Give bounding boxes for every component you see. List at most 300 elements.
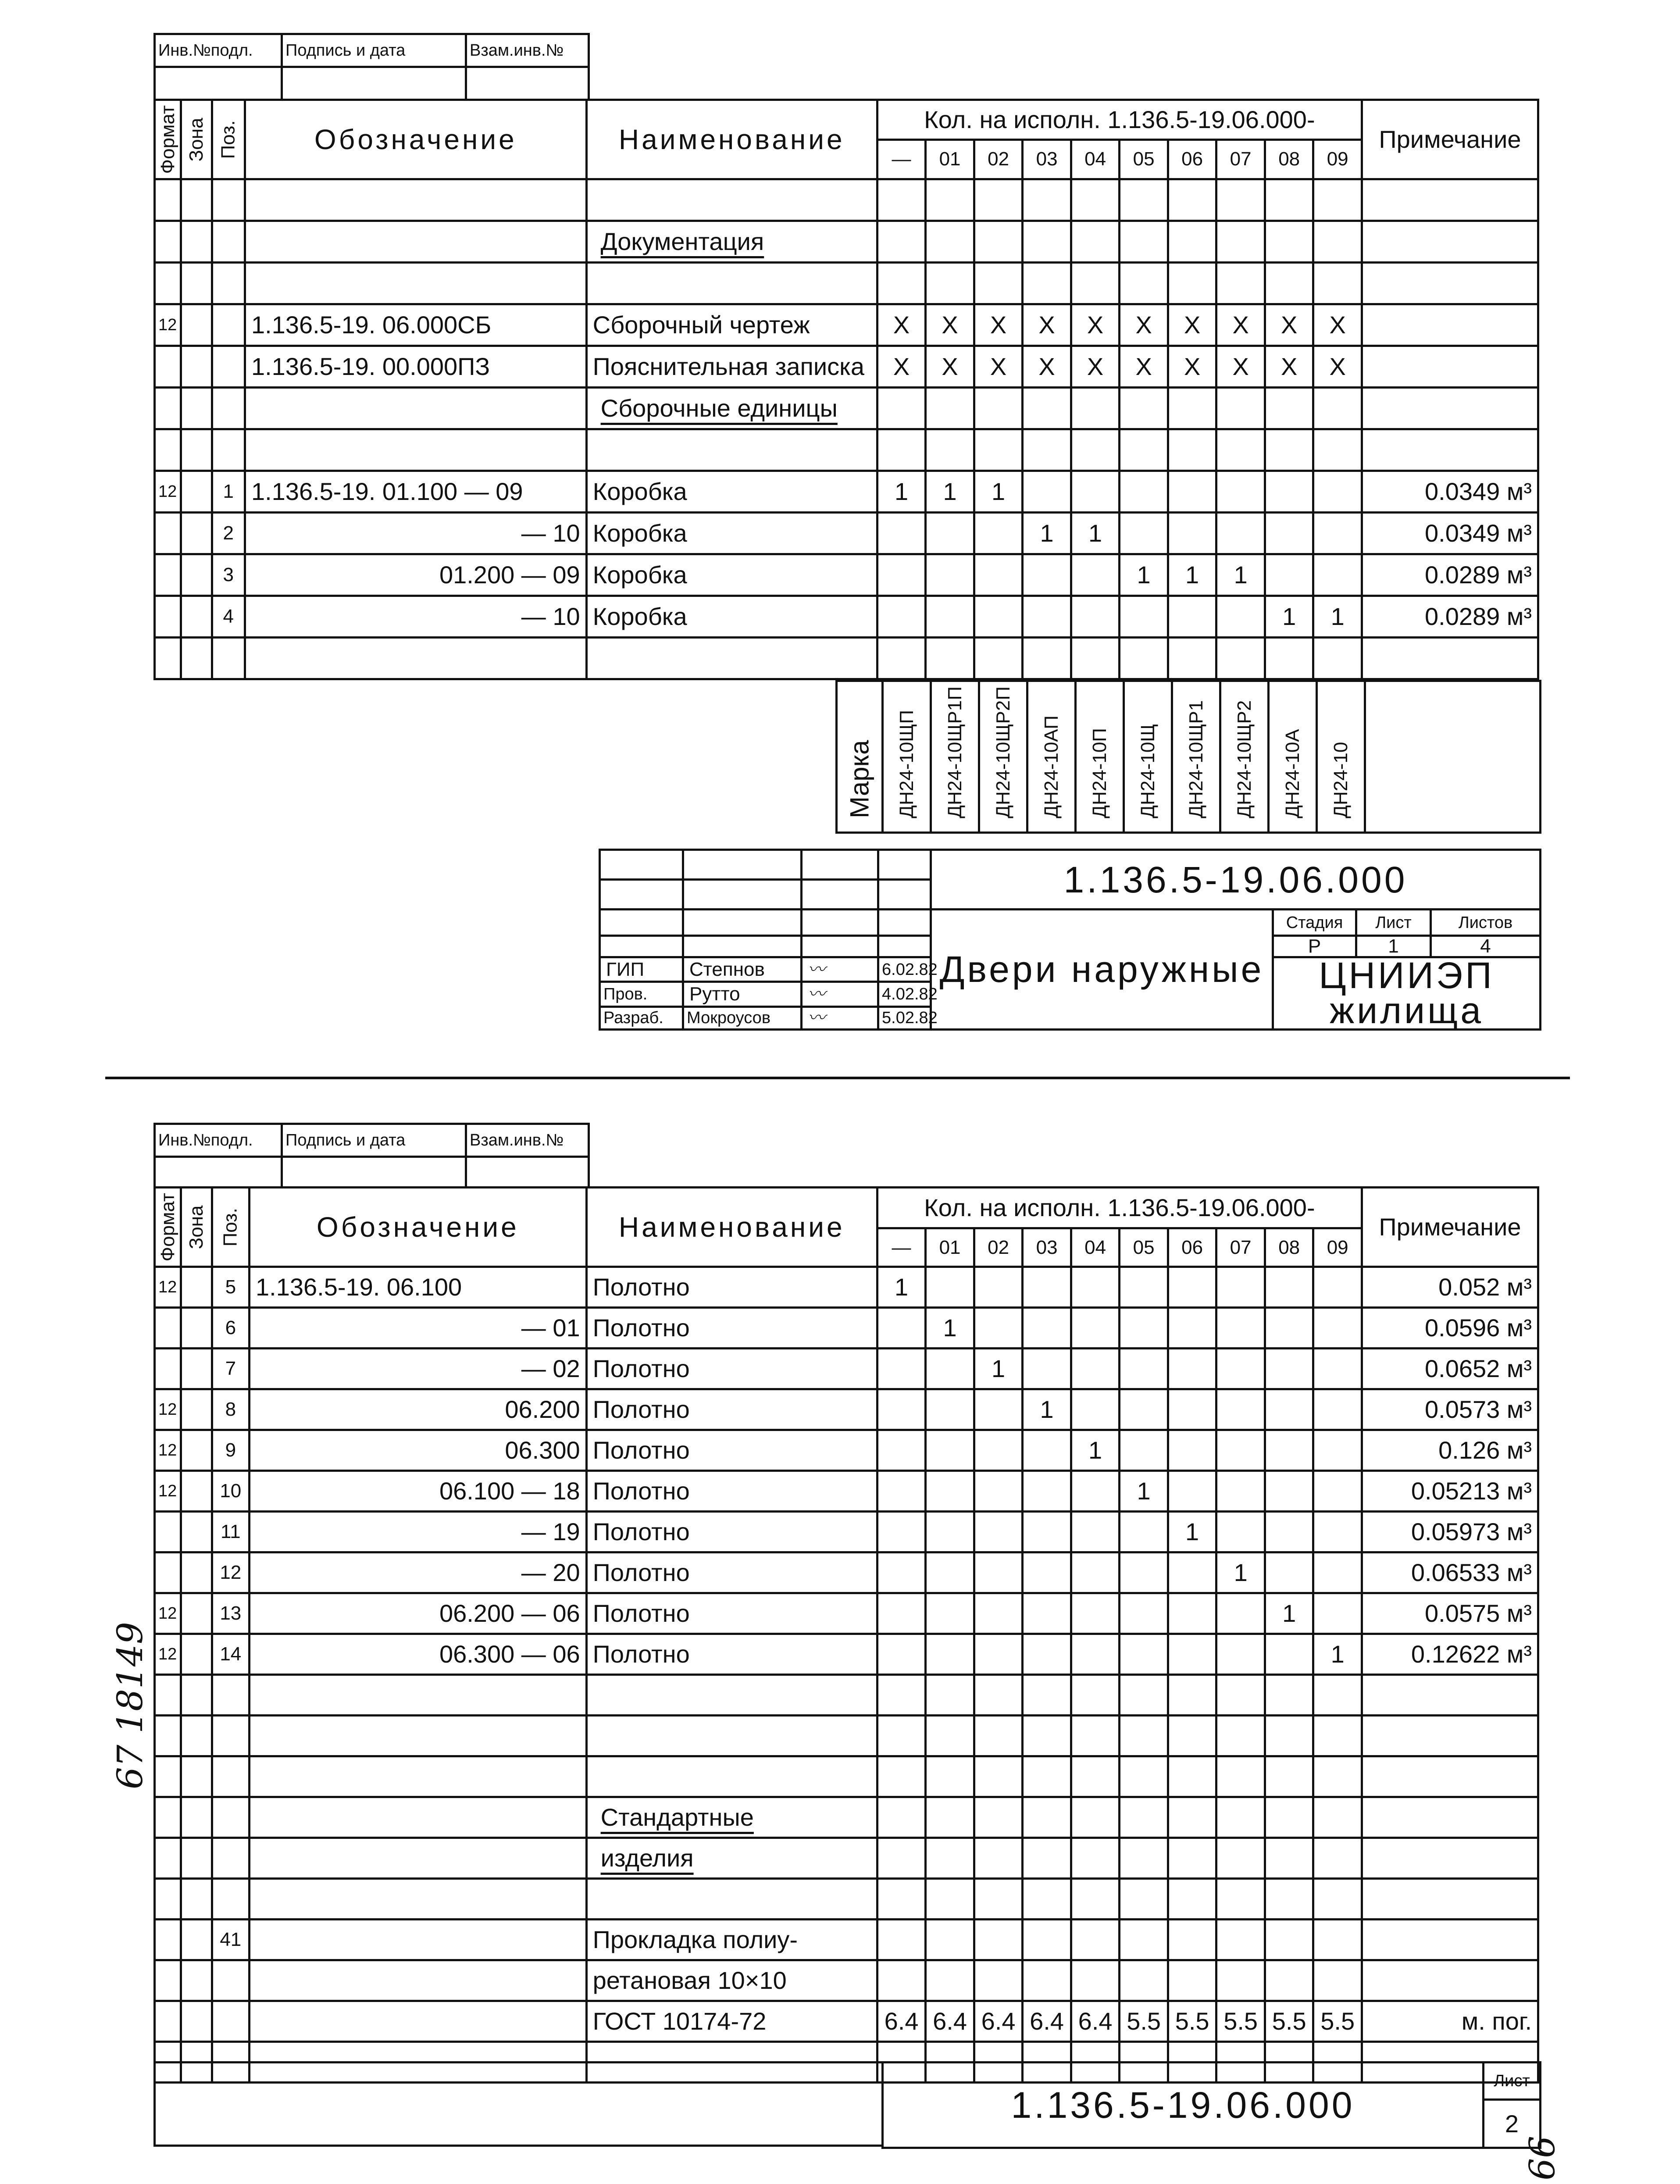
qty-cell <box>974 429 1023 471</box>
qty-cell <box>1120 1552 1168 1593</box>
name-cell: Сборочный чертеж <box>586 304 877 346</box>
qty-cell <box>1168 1960 1216 2001</box>
qty-cell: 6.4 <box>926 2001 974 2042</box>
qty-cell <box>926 554 974 596</box>
qty-cell <box>1071 429 1120 471</box>
qty-cell <box>1265 1267 1313 1308</box>
org-line-2: жилища <box>1330 989 1484 1031</box>
qty-cell: 1 <box>1216 1552 1265 1593</box>
note-cell <box>1362 179 1538 221</box>
table-row <box>155 304 1538 346</box>
note-cell: 0.0575 м³ <box>1362 1593 1538 1634</box>
qty-cell <box>926 221 974 263</box>
qty-cell <box>1168 1389 1216 1430</box>
table-row <box>155 1756 1538 1797</box>
designation-cell <box>250 1716 587 1756</box>
designation-cell <box>250 2001 587 2042</box>
qty-cell <box>1168 1308 1216 1349</box>
note-cell <box>1362 263 1538 304</box>
qty-cell <box>1023 1879 1071 1920</box>
marka-cell: ДН24-10 <box>1317 681 1365 833</box>
table-row <box>155 1512 1538 1552</box>
section-heading: Сборочные единицы <box>600 394 838 422</box>
position-cell <box>212 304 245 346</box>
qty-cell <box>974 596 1023 638</box>
sign-date-label: Подпись и дата <box>282 1124 466 1157</box>
qty-cell <box>1120 513 1168 554</box>
table-row <box>155 1960 1538 2001</box>
format-cell <box>155 1512 181 1552</box>
note-cell <box>1362 429 1538 471</box>
qty-cell <box>926 1960 974 2001</box>
position-cell <box>212 388 245 429</box>
designation-cell <box>245 638 586 679</box>
note-cell <box>1362 346 1538 388</box>
table-row <box>155 2001 1538 2042</box>
format-cell <box>155 596 181 638</box>
name-cell <box>586 1879 877 1920</box>
qty-cell <box>1216 1797 1265 1838</box>
note-cell: 0.0596 м³ <box>1362 1308 1538 1349</box>
qty-cell <box>1216 471 1265 513</box>
format-cell <box>155 513 181 554</box>
qty-cell <box>926 1267 974 1308</box>
qty-cell <box>1023 1471 1071 1512</box>
note-cell <box>1362 1675 1538 1716</box>
qty-cell <box>926 1634 974 1675</box>
zone-cell <box>181 179 212 221</box>
note-cell: м. пог. <box>1362 2001 1538 2042</box>
qty-cell <box>1120 1797 1168 1838</box>
qty-cell <box>974 1593 1023 1634</box>
qty-cell: 1 <box>1216 554 1265 596</box>
qty-cell <box>1023 1512 1071 1552</box>
designation-cell: 06.300 <box>250 1430 587 1471</box>
qty-cell <box>1265 1308 1313 1349</box>
qty-cell <box>1168 1879 1216 1920</box>
table-row <box>155 221 1538 263</box>
name-cell <box>586 179 877 221</box>
format-cell: 12 <box>155 1634 181 1675</box>
qty-cell <box>974 554 1023 596</box>
qty-cell <box>926 1471 974 1512</box>
qty-cell <box>1216 1920 1265 1960</box>
format-cell <box>155 429 181 471</box>
qty-cell: 1 <box>926 471 974 513</box>
format-cell: 12 <box>155 1389 181 1430</box>
inv-label: Инв.№подл. <box>155 34 282 67</box>
qty-cell <box>1120 429 1168 471</box>
zone-cell <box>181 1716 212 1756</box>
marka-cell: ДН24-10ЩР2П <box>979 681 1027 833</box>
zone-cell <box>181 638 212 679</box>
position-cell: 11 <box>212 1512 249 1552</box>
format-cell: 12 <box>155 1471 181 1512</box>
qty-cell: X <box>877 304 926 346</box>
qty-cell <box>1216 513 1265 554</box>
col-note: Примечание <box>1362 1188 1538 1267</box>
qty-cell <box>1120 263 1168 304</box>
qty-cell <box>1071 1879 1120 1920</box>
qty-cell: X <box>1313 304 1362 346</box>
note-cell: 0.05973 м³ <box>1362 1512 1538 1552</box>
variant-header: 01 <box>926 139 974 179</box>
designation-cell <box>250 1960 587 2001</box>
qty-cell <box>1023 638 1071 679</box>
table-row <box>155 429 1538 471</box>
qty-cell <box>926 1879 974 1920</box>
qty-cell <box>1216 1756 1265 1797</box>
designation-cell <box>250 1797 587 1838</box>
qty-cell <box>1023 429 1071 471</box>
qty-cell <box>1023 554 1071 596</box>
qty-cell <box>1168 1593 1216 1634</box>
qty-cell <box>877 1430 926 1471</box>
name-cell: Полотно <box>586 1308 877 1349</box>
qty-cell <box>1313 1349 1362 1389</box>
qty-cell <box>926 1389 974 1430</box>
qty-cell: 1 <box>1313 596 1362 638</box>
qty-cell <box>877 1349 926 1389</box>
name-cell <box>586 638 877 679</box>
qty-cell: 5.5 <box>1168 2001 1216 2042</box>
qty-cell <box>974 1308 1023 1349</box>
position-cell <box>212 1756 249 1797</box>
zone-cell <box>181 304 212 346</box>
table-row <box>155 1349 1538 1389</box>
table-row <box>155 1716 1538 1756</box>
name-cell: Полотно <box>586 1512 877 1552</box>
name-razrab: Мокроусов <box>683 1006 802 1029</box>
name-cell: ретановая 10×10 <box>586 1960 877 2001</box>
qty-cell <box>1313 471 1362 513</box>
sheet1-spec-table <box>153 99 1539 680</box>
qty-cell <box>974 1756 1023 1797</box>
qty-cell <box>877 1552 926 1593</box>
qty-cell <box>974 1838 1023 1879</box>
qty-cell <box>1313 221 1362 263</box>
designation-cell <box>250 1879 587 1920</box>
zone-cell <box>181 221 212 263</box>
date-gip: 6.02.82 <box>878 957 931 982</box>
qty-cell <box>1168 1471 1216 1512</box>
qty-cell <box>926 1512 974 1552</box>
qty-cell <box>1313 1960 1362 2001</box>
qty-cell <box>1120 1920 1168 1960</box>
qty-cell <box>1313 1756 1362 1797</box>
col-designation: Обозначение <box>250 1188 587 1267</box>
name-cell: Полотно <box>586 1430 877 1471</box>
qty-cell <box>1120 1389 1168 1430</box>
qty-cell <box>1265 1389 1313 1430</box>
qty-cell <box>1265 1512 1313 1552</box>
designation-cell: — 02 <box>250 1349 587 1389</box>
qty-cell: X <box>974 304 1023 346</box>
table-row <box>155 1797 1538 1838</box>
doc-code: 1.136.5-19.06.000 <box>931 850 1541 910</box>
section-heading: Документация <box>600 228 764 256</box>
qty-cell <box>1023 1838 1071 1879</box>
zone-cell <box>181 1634 212 1675</box>
qty-cell: 1 <box>974 1349 1023 1389</box>
qty-cell <box>877 1756 926 1797</box>
name-cell: Коробка <box>586 513 877 554</box>
note-cell <box>1362 1879 1538 1920</box>
qty-cell <box>1313 1593 1362 1634</box>
qty-cell <box>1313 554 1362 596</box>
position-cell <box>212 263 245 304</box>
qty-cell <box>1313 429 1362 471</box>
qty-cell <box>974 1389 1023 1430</box>
qty-cell <box>1168 263 1216 304</box>
qty-cell <box>1071 179 1120 221</box>
qty-cell <box>877 638 926 679</box>
designation-cell: — 10 <box>245 513 586 554</box>
designation-cell <box>245 221 586 263</box>
qty-cell <box>1216 179 1265 221</box>
qty-cell <box>1023 263 1071 304</box>
marka-cell: ДН24-10ЩР1 <box>1172 681 1220 833</box>
margin-note: 67 18149 <box>110 1622 150 1789</box>
organization <box>1273 957 1541 1030</box>
name-cell <box>586 1797 877 1838</box>
qty-cell <box>1120 638 1168 679</box>
qty-cell <box>1265 471 1313 513</box>
position-cell <box>212 346 245 388</box>
format-cell <box>155 1552 181 1593</box>
qty-cell <box>1120 1349 1168 1389</box>
qty-cell <box>1313 1389 1362 1430</box>
qty-cell <box>1265 1960 1313 2001</box>
variant-header: — <box>877 1228 926 1267</box>
sheet-number: 2 <box>1484 2100 1541 2148</box>
qty-cell <box>1071 1267 1120 1308</box>
qty-cell <box>1071 1593 1120 1634</box>
qty-cell <box>1120 221 1168 263</box>
col-note: Примечание <box>1362 100 1538 179</box>
qty-cell <box>877 179 926 221</box>
qty-cell <box>1071 554 1120 596</box>
qty-cell <box>1120 1838 1168 1879</box>
qty-cell <box>1023 1797 1071 1838</box>
name-cell: Полотно <box>586 1593 877 1634</box>
designation-cell: — 19 <box>250 1512 587 1552</box>
format-cell <box>155 1960 181 2001</box>
qty-cell <box>1120 388 1168 429</box>
zone-cell <box>181 1756 212 1797</box>
format-cell <box>155 1756 181 1797</box>
note-cell: 0.0289 м³ <box>1362 554 1538 596</box>
qty-cell <box>1216 1267 1265 1308</box>
sheet-header: Лист <box>1356 910 1431 936</box>
qty-cell <box>974 1960 1023 2001</box>
qty-cell <box>926 1838 974 1879</box>
position-cell: 12 <box>212 1552 249 1593</box>
note-cell: 0.0573 м³ <box>1362 1389 1538 1430</box>
qty-cell <box>1071 1634 1120 1675</box>
qty-cell <box>1265 429 1313 471</box>
qty-cell <box>1023 179 1071 221</box>
table-row <box>155 1634 1538 1675</box>
qty-cell <box>1120 1756 1168 1797</box>
variant-header: 05 <box>1120 139 1168 179</box>
qty-cell: 1 <box>1120 554 1168 596</box>
table-row <box>155 1879 1538 1920</box>
qty-cell <box>1313 1838 1362 1879</box>
sheet2-approval-box <box>153 1123 590 1188</box>
variant-header: 02 <box>974 139 1023 179</box>
qty-cell <box>1023 1756 1071 1797</box>
designation-cell: 01.200 — 09 <box>245 554 586 596</box>
qty-cell <box>1216 263 1265 304</box>
table-row <box>155 1675 1538 1716</box>
zone-cell <box>181 513 212 554</box>
note-cell <box>1362 1797 1538 1838</box>
qty-cell <box>1120 1879 1168 1920</box>
name-cell <box>586 429 877 471</box>
qty-cell <box>1023 1308 1071 1349</box>
qty-cell <box>1071 1797 1120 1838</box>
note-cell: 0.12622 м³ <box>1362 1634 1538 1675</box>
qty-cell: X <box>1313 346 1362 388</box>
table-row <box>155 1471 1538 1512</box>
qty-cell: 1 <box>1071 1430 1120 1471</box>
inv-label: Инв.№подл. <box>155 1124 282 1157</box>
qty-cell <box>1023 1349 1071 1389</box>
table-row <box>155 1308 1538 1349</box>
qty-cell <box>877 1838 926 1879</box>
variant-header: 02 <box>974 1228 1023 1267</box>
qty-cell <box>877 429 926 471</box>
format-cell <box>155 1797 181 1838</box>
position-cell <box>212 429 245 471</box>
qty-cell: X <box>974 346 1023 388</box>
qty-cell <box>974 179 1023 221</box>
qty-cell: X <box>1023 304 1071 346</box>
note-cell <box>1362 221 1538 263</box>
qty-cell: 1 <box>1168 1512 1216 1552</box>
qty-cell <box>1265 388 1313 429</box>
qty-cell <box>1313 1797 1362 1838</box>
qty-cell <box>1168 1634 1216 1675</box>
zone-cell <box>181 596 212 638</box>
zone-cell <box>181 1512 212 1552</box>
designation-cell <box>245 179 586 221</box>
note-cell: 0.0289 м³ <box>1362 596 1538 638</box>
designation-cell <box>245 429 586 471</box>
qty-cell <box>1071 1471 1120 1512</box>
name-cell: Полотно <box>586 1389 877 1430</box>
qty-cell <box>877 221 926 263</box>
designation-cell: 1.136.5-19. 06.100 <box>250 1267 587 1308</box>
qty-cell: 1 <box>1120 1471 1168 1512</box>
vzam-label: Взам.инв.№ <box>466 1124 589 1157</box>
zone-cell <box>181 1797 212 1838</box>
qty-cell <box>974 1675 1023 1716</box>
sheet2-title-block <box>881 2061 1541 2149</box>
qty-cell: 1 <box>1168 554 1216 596</box>
qty-cell <box>877 1471 926 1512</box>
qty-cell <box>877 1920 926 1960</box>
qty-cell <box>877 1389 926 1430</box>
designation-cell: 1.136.5-19. 06.000СБ <box>245 304 586 346</box>
name-cell: Прокладка полиу- <box>586 1920 877 1960</box>
name-cell <box>586 388 877 429</box>
qty-cell <box>1071 1756 1120 1797</box>
qty-cell <box>1313 263 1362 304</box>
qty-cell: 1 <box>877 471 926 513</box>
qty-cell <box>1313 1267 1362 1308</box>
qty-cell <box>1265 221 1313 263</box>
qty-cell: 6.4 <box>877 2001 926 2042</box>
variant-header: 08 <box>1265 1228 1313 1267</box>
qty-cell <box>926 429 974 471</box>
name-cell: ГОСТ 10174-72 <box>586 2001 877 2042</box>
stage-value: Р <box>1273 936 1356 957</box>
marka-cell: ДН24-10Щ <box>1124 681 1172 833</box>
qty-cell <box>1313 1552 1362 1593</box>
zone-cell <box>181 1430 212 1471</box>
name-cell: Полотно <box>586 1267 877 1308</box>
note-cell <box>1362 1838 1538 1879</box>
marka-cell: ДН24-10ЩР2 <box>1220 681 1269 833</box>
name-cell: Полотно <box>586 1349 877 1389</box>
table-row <box>155 1838 1538 1879</box>
qty-cell <box>1120 1512 1168 1552</box>
designation-cell <box>250 1675 587 1716</box>
name-cell: Полотно <box>586 1634 877 1675</box>
position-cell <box>212 179 245 221</box>
table-row <box>155 1593 1538 1634</box>
qty-cell <box>1071 1552 1120 1593</box>
qty-cell <box>1265 1471 1313 1512</box>
col-qty-header: Кол. на исполн. 1.136.5-19.06.000- <box>877 1188 1362 1228</box>
position-cell: 41 <box>212 1920 249 1960</box>
format-cell <box>155 554 181 596</box>
qty-cell <box>926 1675 974 1716</box>
qty-cell <box>1120 1430 1168 1471</box>
qty-cell: 6.4 <box>1071 2001 1120 2042</box>
format-cell <box>155 638 181 679</box>
col-name: Наименование <box>586 1188 877 1267</box>
format-cell <box>155 1716 181 1756</box>
note-cell: 0.0349 м³ <box>1362 513 1538 554</box>
qty-cell <box>877 1879 926 1920</box>
qty-cell: 5.5 <box>1120 2001 1168 2042</box>
sign-date-label: Подпись и дата <box>282 34 466 67</box>
zone-cell <box>181 1838 212 1879</box>
qty-cell: 1 <box>1265 1593 1313 1634</box>
col-pos: Поз. <box>212 100 245 179</box>
zone-cell <box>181 1389 212 1430</box>
qty-cell: 1 <box>926 1308 974 1349</box>
position-cell: 7 <box>212 1349 249 1389</box>
zone-cell <box>181 1920 212 1960</box>
section-heading: изделия <box>600 1844 694 1872</box>
role-razrab: Разраб. <box>600 1006 683 1029</box>
table-row <box>155 1389 1538 1430</box>
qty-cell: X <box>1071 304 1120 346</box>
qty-cell <box>926 1756 974 1797</box>
qty-cell <box>1313 1920 1362 1960</box>
format-cell <box>155 2001 181 2042</box>
qty-cell <box>877 1716 926 1756</box>
table-row <box>155 1552 1538 1593</box>
zone-cell <box>181 1879 212 1920</box>
col-designation: Обозначение <box>245 100 586 179</box>
qty-cell <box>974 263 1023 304</box>
variant-header: 09 <box>1313 139 1362 179</box>
